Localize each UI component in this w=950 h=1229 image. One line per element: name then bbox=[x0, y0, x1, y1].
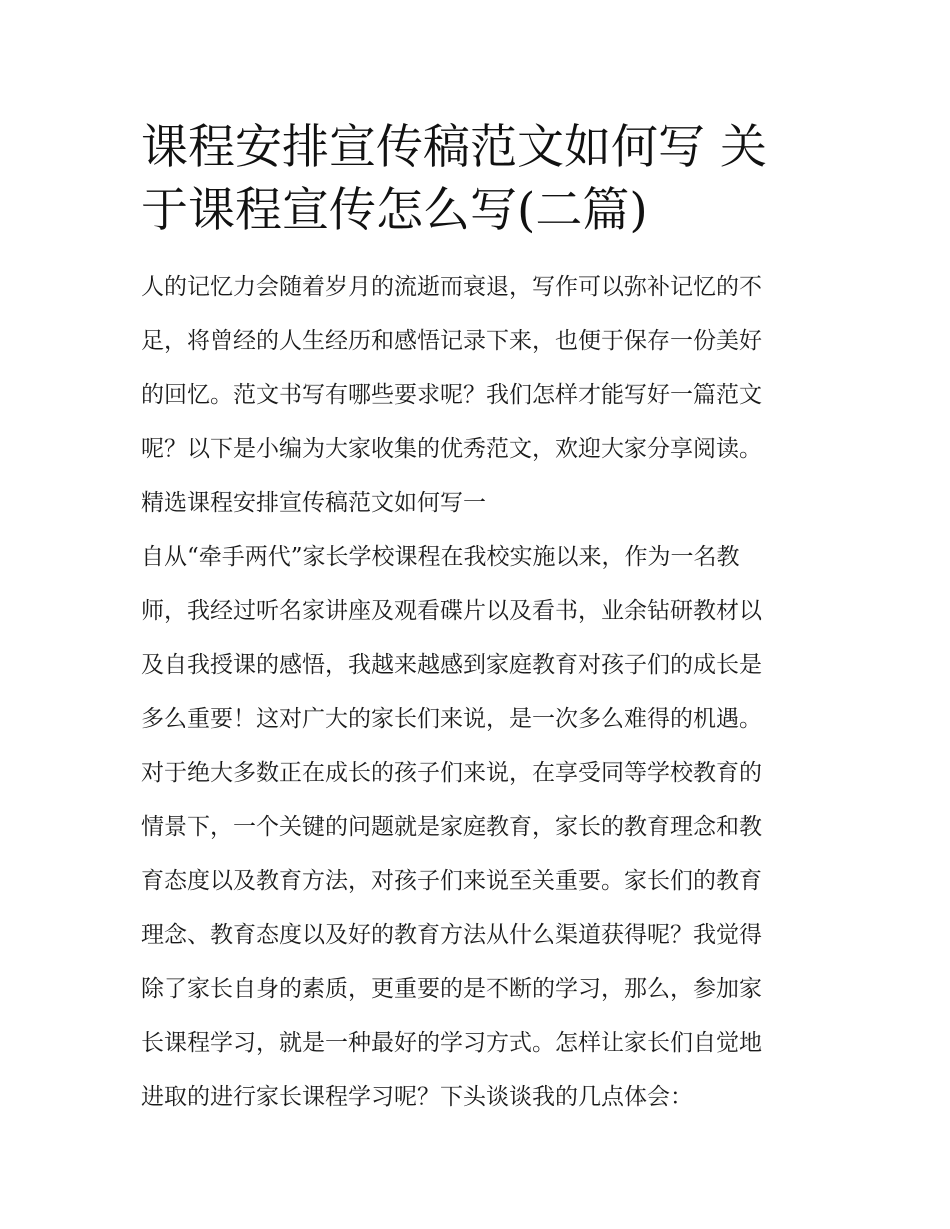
body-line: 及自我授课的感悟，我越来越感到家庭教育对孩子们的成长是 bbox=[141, 652, 762, 678]
document-body bbox=[141, 260, 821, 1124]
body-line: 人的记忆力会随着岁月的流逝而衰退，写作可以弥补记忆的不 bbox=[141, 274, 762, 300]
body-line: 足，将曾经的人生经历和感悟记录下来，也便于保存一份美好 bbox=[141, 328, 762, 354]
document-content bbox=[141, 116, 821, 1124]
section-heading: 精选课程安排宣传稿范文如何写一 bbox=[141, 490, 486, 516]
body-line: 长课程学习，就是一种最好的学习方式。怎样让家长们自觉地 bbox=[141, 1030, 762, 1056]
body-line: 除了家长自身的素质，更重要的是不断的学习，那么，参加家 bbox=[141, 976, 762, 1002]
body-line: 师，我经过听名家讲座及观看碟片以及看书，业余钻研教材以 bbox=[141, 598, 762, 624]
body-line: 的回忆。范文书写有哪些要求呢？我们怎样才能写好一篇范文 bbox=[141, 382, 762, 408]
title-line-1: 课程安排宣传稿范文如何写 关 bbox=[141, 120, 767, 175]
body-line: 情景下，一个关键的问题就是家庭教育，家长的教育理念和教 bbox=[141, 814, 762, 840]
body-line: 进取的进行家长课程学习呢？下头谈谈我的几点体会： bbox=[141, 1084, 693, 1110]
body-line: 多么重要！这对广大的家长们来说，是一次多么难得的机遇。 bbox=[141, 706, 762, 732]
title-line-2: 于课程宣传怎么写(二篇) bbox=[141, 183, 648, 238]
document-title bbox=[141, 116, 821, 242]
body-line: 呢？以下是小编为大家收集的优秀范文，欢迎大家分享阅读。 bbox=[141, 436, 762, 462]
body-line: 育态度以及教育方法，对孩子们来说至关重要。家长们的教育 bbox=[141, 868, 762, 894]
body-line: 对于绝大多数正在成长的孩子们来说，在享受同等学校教育的 bbox=[141, 760, 762, 786]
body-line: 理念、教育态度以及好的教育方法从什么渠道获得呢？我觉得 bbox=[141, 922, 762, 948]
body-line: 自从“牵手两代”家长学校课程在我校实施以来，作为一名教 bbox=[141, 544, 740, 570]
